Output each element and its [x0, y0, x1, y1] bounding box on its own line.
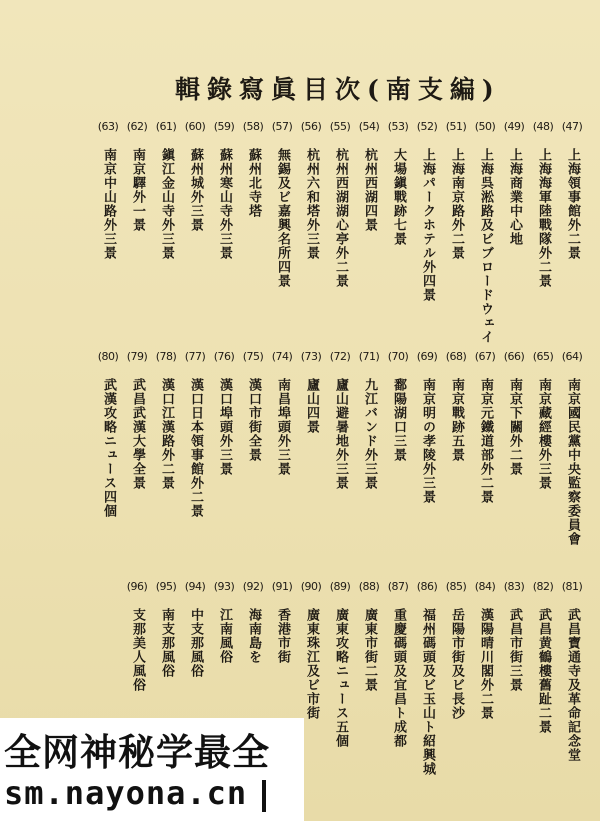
entry-number: (52)	[416, 120, 438, 133]
entry-number: (47)	[561, 120, 583, 133]
entry-number: (61)	[155, 120, 177, 133]
entry-number: (62)	[126, 120, 148, 133]
entry-number: (69)	[416, 350, 438, 363]
entry-number: (76)	[213, 350, 235, 363]
entry-number: (67)	[474, 350, 496, 363]
contents-entry	[209, 580, 239, 664]
entry-title: 蘇州寒山寺外三景	[217, 148, 232, 260]
entry-number: (54)	[358, 120, 380, 133]
contents-entry	[122, 350, 152, 490]
entry-number: (48)	[532, 120, 554, 133]
entry-number: (83)	[503, 580, 525, 593]
entry-number: (65)	[532, 350, 554, 363]
contents-entry	[238, 350, 268, 462]
entry-number: (85)	[445, 580, 467, 593]
entry-title: 漢口日本領事館外二景	[188, 378, 203, 518]
entry-title: 廬山四景	[304, 378, 319, 434]
entry-title: 上海領事館外二景	[565, 148, 580, 260]
contents-entry	[122, 120, 152, 232]
entry-number: (77)	[184, 350, 206, 363]
entry-title: 上海海軍陸戰隊外二景	[536, 148, 551, 288]
entry-title: 杭州西湖四景	[362, 148, 377, 232]
entry-title: 岳陽市街及ビ長沙	[449, 608, 464, 720]
entry-title: 漢口江漢路外二景	[159, 378, 174, 490]
entry-title: 武昌黄鶴樓舊趾二景	[536, 608, 551, 734]
contents-entry	[209, 120, 239, 260]
entry-title: 南支那風俗	[159, 608, 174, 678]
contents-entry	[325, 580, 355, 748]
entry-title: 蘇州北寺塔	[246, 148, 261, 218]
entry-title: 海南島を	[246, 608, 261, 664]
page-title: 輯錄寫眞目次(南支編)	[175, 75, 501, 104]
entry-number: (75)	[242, 350, 264, 363]
entry-number: (50)	[474, 120, 496, 133]
entry-number: (81)	[561, 580, 583, 593]
entry-number: (89)	[329, 580, 351, 593]
entry-title: 江南風俗	[217, 608, 232, 664]
contents-entry	[441, 580, 471, 720]
entry-number: (86)	[416, 580, 438, 593]
entry-title: 南京中山路外三景	[101, 148, 116, 260]
contents-entry	[383, 580, 413, 748]
contents-entry	[470, 350, 500, 504]
entry-title: 武昌武漢大學全景	[130, 378, 145, 490]
contents-entry	[499, 120, 529, 246]
entry-title: 大場鎭戰跡七景	[391, 148, 406, 246]
contents-entry	[151, 580, 181, 678]
entry-number: (95)	[155, 580, 177, 593]
entry-number: (68)	[445, 350, 467, 363]
entry-title: 武漢攻略ニュース四個	[101, 378, 116, 518]
contents-entry	[557, 120, 587, 260]
entry-number: (87)	[387, 580, 409, 593]
contents-entry	[325, 120, 355, 288]
entry-number: (74)	[271, 350, 293, 363]
entry-title: 上海商業中心地	[507, 148, 522, 246]
entry-number: (51)	[445, 120, 467, 133]
contents-entry	[499, 580, 529, 692]
entry-number: (56)	[300, 120, 322, 133]
entry-number: (82)	[532, 580, 554, 593]
text-cursor-mark	[262, 780, 266, 812]
entry-number: (70)	[387, 350, 409, 363]
entry-title: 漢口市街全景	[246, 378, 261, 462]
entry-title: 南京元鐵道部外二景	[478, 378, 493, 504]
contents-entry	[354, 580, 384, 692]
contents-entry	[180, 350, 210, 518]
entry-number: (80)	[97, 350, 119, 363]
contents-entry	[93, 120, 123, 260]
contents-entry	[209, 350, 239, 476]
entry-title: 九江バンド外三景	[362, 378, 377, 490]
entry-number: (84)	[474, 580, 496, 593]
entry-number: (55)	[329, 120, 351, 133]
entry-title: 漢口埠頭外三景	[217, 378, 232, 476]
entry-title: 武昌市街三景	[507, 608, 522, 692]
entry-number: (72)	[329, 350, 351, 363]
contents-entry	[296, 350, 326, 434]
contents-entry	[557, 580, 587, 762]
contents-entry	[528, 120, 558, 288]
contents-entry	[412, 350, 442, 504]
entry-number: (91)	[271, 580, 293, 593]
entry-number: (49)	[503, 120, 525, 133]
contents-entry	[528, 350, 558, 490]
entry-number: (73)	[300, 350, 322, 363]
contents-entry	[528, 580, 558, 734]
contents-entry	[296, 580, 326, 720]
contents-entry	[499, 350, 529, 476]
entry-number: (96)	[126, 580, 148, 593]
entry-number: (71)	[358, 350, 380, 363]
contents-entry	[470, 580, 500, 720]
entry-title: 武昌寶通寺及革命記念堂	[565, 608, 580, 762]
entry-title: 南京藏經樓外三景	[536, 378, 551, 490]
contents-entry	[180, 120, 210, 232]
contents-block-1	[90, 120, 585, 344]
entry-number: (90)	[300, 580, 322, 593]
entry-title: 支那美人風俗	[130, 608, 145, 692]
contents-entry	[238, 580, 268, 664]
entry-number: (94)	[184, 580, 206, 593]
contents-entry	[412, 120, 442, 302]
watermark-text-cn: 全网神秘学最全	[4, 731, 270, 774]
watermark-overlay	[0, 718, 304, 821]
entry-title: 鎭江金山寺外三景	[159, 148, 174, 260]
entry-title: 南昌埠頭外三景	[275, 378, 290, 476]
contents-entry	[383, 120, 413, 246]
contents-entry	[325, 350, 355, 490]
contents-entry	[267, 580, 297, 664]
entry-number: (64)	[561, 350, 583, 363]
entry-number: (79)	[126, 350, 148, 363]
entry-title: 福州碼頭及ビ玉山ト紹興城	[420, 608, 435, 776]
contents-entry	[267, 120, 297, 288]
entry-number: (88)	[358, 580, 380, 593]
entry-title: 廣東市街二景	[362, 608, 377, 692]
entry-title: 蘇州城外三景	[188, 148, 203, 232]
contents-entry	[122, 580, 152, 692]
entry-number: (59)	[213, 120, 235, 133]
entry-number: (92)	[242, 580, 264, 593]
contents-entry	[151, 120, 181, 260]
entry-title: 中支那風俗	[188, 608, 203, 678]
contents-entry	[180, 580, 210, 678]
entry-title: 無錫及ビ嘉興名所四景	[275, 148, 290, 288]
entry-number: (60)	[184, 120, 206, 133]
entry-number: (53)	[387, 120, 409, 133]
contents-entry	[354, 120, 384, 232]
contents-entry	[93, 350, 123, 518]
contents-entry	[470, 120, 500, 344]
entry-number: (66)	[503, 350, 525, 363]
entry-title: 廬山避暑地外三景	[333, 378, 348, 490]
entry-title: 上海南京路外二景	[449, 148, 464, 260]
entry-title: 南京明の孝陵外三景	[420, 378, 435, 504]
watermark-url: sm.nayona.cn	[4, 774, 248, 812]
entry-title: 南京國民黨中央監察委員會	[565, 378, 580, 546]
contents-entry	[412, 580, 442, 776]
contents-entry	[267, 350, 297, 476]
contents-entry	[296, 120, 326, 260]
entry-number: (63)	[97, 120, 119, 133]
entry-title: 廣東攻略ニュース五個	[333, 608, 348, 748]
contents-entry	[557, 350, 587, 546]
entry-title: 鄱陽湖口三景	[391, 378, 406, 462]
entry-title: 南京下關外二景	[507, 378, 522, 476]
entry-title: 漢陽晴川閣外二景	[478, 608, 493, 720]
entry-title: 廣東珠江及ビ市街	[304, 608, 319, 720]
entry-title: 南京戰跡五景	[449, 378, 464, 462]
entry-title: 杭州六和塔外三景	[304, 148, 319, 260]
contents-entry	[441, 350, 471, 462]
contents-entry	[383, 350, 413, 462]
entry-number: (78)	[155, 350, 177, 363]
contents-entry	[354, 350, 384, 490]
entry-title: 杭州西湖湖心亭外二景	[333, 148, 348, 288]
contents-block-2	[90, 350, 585, 565]
entry-number: (58)	[242, 120, 264, 133]
contents-entry	[238, 120, 268, 218]
entry-title: 南京驛外一景	[130, 148, 145, 232]
entry-number: (93)	[213, 580, 235, 593]
entry-title: 上海パークホテル外四景	[420, 148, 435, 302]
contents-entry	[151, 350, 181, 490]
entry-title: 香港市街	[275, 608, 290, 664]
contents-entry	[441, 120, 471, 260]
entry-title: 重慶碼頭及宜昌ト成都	[391, 608, 406, 748]
entry-number: (57)	[271, 120, 293, 133]
entry-title: 上海呉淞路及ビブロードウェイ	[478, 148, 493, 344]
